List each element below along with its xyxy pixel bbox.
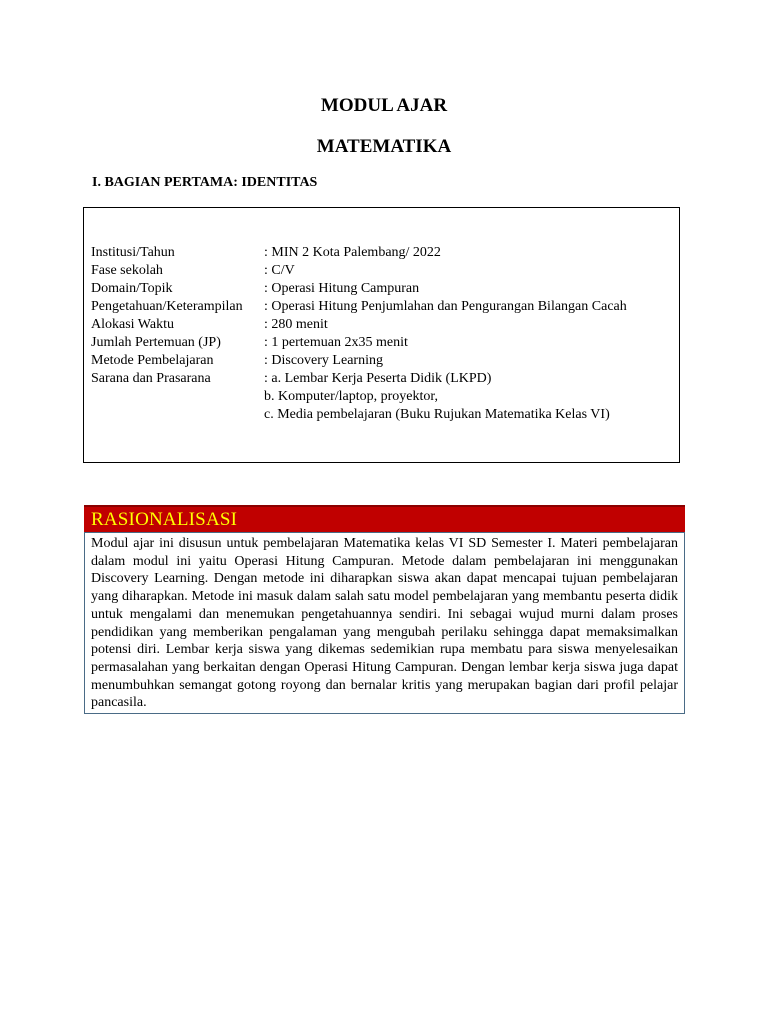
rationale-heading: RASIONALISASI: [91, 509, 238, 530]
identity-row: [91, 280, 627, 298]
identity-box: [83, 207, 680, 463]
identity-row: [91, 298, 627, 316]
identity-label-empty: [91, 406, 264, 424]
facility-item: c. Media pembelajaran (Buku Rujukan Matematika Kelas VI): [264, 407, 610, 422]
identity-label: Sarana dan Prasarana: [91, 371, 211, 386]
identity-label: Pengetahuan/Keterampilan: [91, 299, 243, 314]
identity-row: [91, 370, 627, 388]
identity-table: [91, 244, 627, 424]
identity-value: : C/V: [264, 263, 295, 278]
identity-label: Metode Pembelajaran: [91, 353, 214, 368]
identity-row: [91, 244, 627, 262]
rationale-box: [84, 532, 685, 714]
identity-label: Fase sekolah: [91, 263, 163, 278]
identity-row: [91, 388, 627, 406]
identity-value: : MIN 2 Kota Palembang/ 2022: [264, 245, 441, 260]
section-heading-identitas: I. BAGIAN PERTAMA: IDENTITAS: [92, 175, 318, 190]
identity-value: : Operasi Hitung Penjumlahan dan Pengurangan Bilangan Cacah: [264, 299, 627, 314]
rationale-header: [84, 505, 685, 532]
identity-label: Alokasi Waktu: [91, 317, 174, 332]
identity-label: Institusi/Tahun: [91, 245, 175, 260]
identity-value: : a. Lembar Kerja Peserta Didik (LKPD): [264, 371, 492, 386]
identity-value: : 1 pertemuan 2x35 menit: [264, 335, 408, 350]
facility-item: b. Komputer/laptop, proyektor,: [264, 389, 439, 404]
identity-row: [91, 316, 627, 334]
identity-value: : 280 menit: [264, 317, 328, 332]
rationale-body: Modul ajar ini disusun untuk pembelajaran Matematika kelas VI SD Semester I. Materi pembelajaran dalam modul ini yaitu Operasi Hitung Campuran. Metode dalam pembelajaran ini menggunakan Discovery Learning. Dengan metode ini diharapkan siswa akan dapat mencapai tujuan pembelajaran yang diharapkan. Metode ini masuk dalam salah satu model pembelajaran yang membantu peserta didik untuk mengalami dan menemukan pengetahuannya sendiri. Ini sebagai wujud murni dalam proses pendidikan yang memberikan pengalaman yang mengubah perilaku sehingga dapat memaksimalkan potensi diri. Lembar kerja siswa yang dikemas sedemikian rupa membatu para siswa menyelesaikan permasalahan yang berkaitan dengan Operasi Hitung Campuran. Dengan lembar kerja siswa juga dapat menumbuhkan semangat gotong royong dan bernalar kritis yang merupakan bagian dari profil pelajar pancasila.: [91, 536, 678, 711]
identity-value: : Discovery Learning: [264, 353, 383, 368]
identity-row: [91, 262, 627, 280]
identity-label: Jumlah Pertemuan (JP): [91, 335, 221, 350]
identity-label-empty: [91, 388, 264, 406]
identity-row: [91, 334, 627, 352]
document-subtitle: MATEMATIKA: [316, 136, 452, 157]
identity-row: [91, 352, 627, 370]
identity-label: Domain/Topik: [91, 281, 173, 296]
identity-row: [91, 406, 627, 424]
document-title: MODUL AJAR: [320, 95, 448, 116]
identity-value: : Operasi Hitung Campuran: [264, 281, 420, 296]
